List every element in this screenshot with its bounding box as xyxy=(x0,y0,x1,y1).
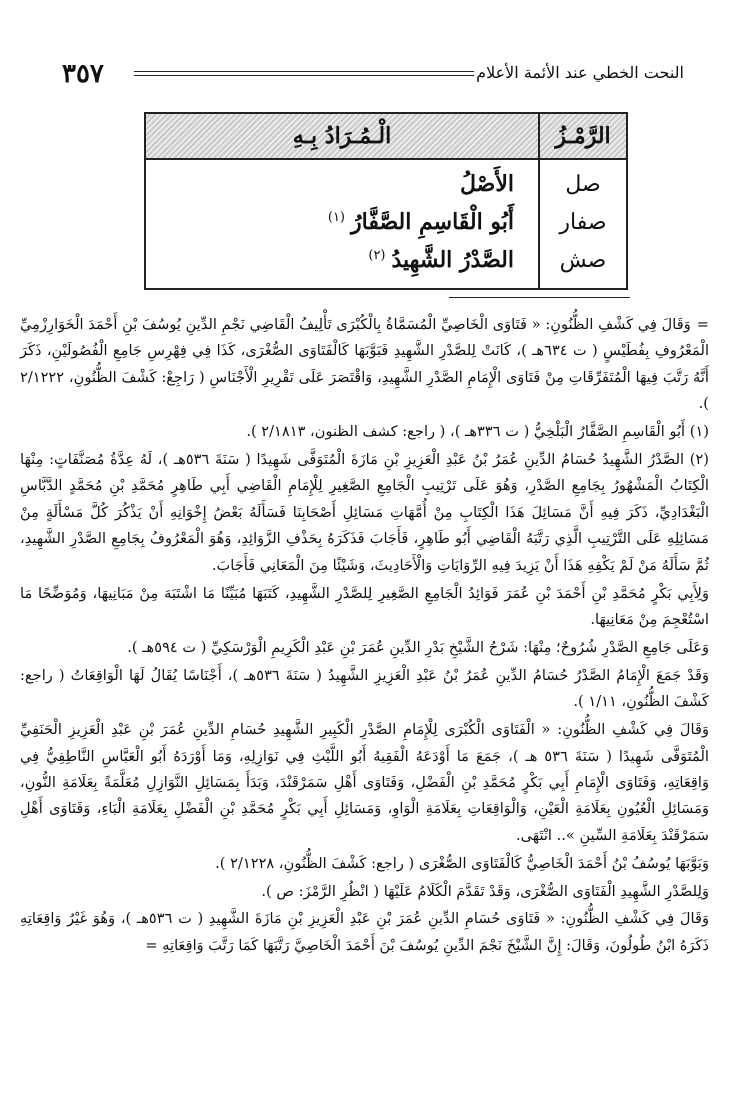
table-row xyxy=(145,159,627,203)
footnote-paragraph: وَعَلَى جَامِعِ الصَّدْرِ شُرُوحٌ؛ مِنْهَا: شَرْحُ الشَّيْخِ بَدْرِ الدِّينِ عُمَرَ بْنِ عَبْدِ الْكَرِيمِ الْوَرْسَكِيِّ ( ت ٥٩٤هـ ). xyxy=(127,638,709,656)
footnote-reference[interactable]: (٢) xyxy=(368,247,386,263)
table-row xyxy=(145,241,627,289)
continuation-end-mark: = xyxy=(145,936,158,954)
abbreviation-code: صش xyxy=(539,241,627,289)
footnote-paragraph: وَقَدْ جَمَعَ الْإِمَامُ الصَّدْرُ حُسَامُ الدِّينِ عُمَرُ بْنُ عَبْدِ الْعَزِيزِ الشَّهِيدُ ( سَنَةَ ٥٣٦هـ )، أَجْنَاسًا يُقَالُ لَهَا الْوَاقِعَاتُ ( راجع: كَشْفَ الظُّنُونِ، ١/١١ ). xyxy=(20,666,709,711)
header-rule xyxy=(134,71,474,72)
continuation-mark: = xyxy=(696,316,709,333)
footnote-paragraph: (١) أَبُو الْقَاسِمِ الصَّفَّارُ الْبَلْخِيُّ ( ت ٣٣٦هـ )، ( راجع: كشف الظنون، ٢/١٨١٣ ). xyxy=(246,423,709,441)
header-rule xyxy=(134,75,474,76)
abbreviation-code: صل xyxy=(539,159,627,203)
table-header-row xyxy=(145,113,627,159)
footnote-text: وَقَالَ فِي كَشْفِ الظُّنُونِ: « فَتَاوَى الْخَاصِيِّ الْمُسَمَّاةُ بِالْكُبْرَى تَأْلِيفُ الْقَاضِي نَجْمِ الدِّينِ يُوسُفَ بْنِ أَحْمَدَ الْخَوَارِزْمِيِّ الْمَعْرُوفِ بِفُطَيْسٍ ( ت ٦٣٤هـ )، كَانَتْ لِلصَّدْرِ الشَّهِيدِ فَبَوَّبَهَا كَالْفَتَاوَى الصُّغْرَى، كَذَا فِي فِهْرِسِ جَامِعِ الْفُصُولَيْنِ، ذَكَرَ أَنَّهُ رَتَّبَ فِيهَا الْمُتَفَرِّقَاتِ مِنْ فَتَاوَى الْإِمَامِ الصَّدْرِ الشَّهِيدِ، وَاقْتَصَرَ عَلَى تَقْرِيرِ الْأَجْنَاسِ ( رَاجِعْ: كَشْفَ الظُّنُونِ، ٢/١٢٢٢ ). xyxy=(20,316,709,413)
footnotes-section xyxy=(20,312,709,961)
footnote-paragraph: وَقَالَ فِي كَشْفِ الظُّنُونِ: « الْفَتَاوَى الْكُبْرَى لِلْإِمَامِ الصَّدْرِ الْكَبِيرِ الشَّهِيدِ حُسَامِ الدِّينِ عُمَرَ بْنِ عَبْدِ الْعَزِيزِ الْحَنَفِيِّ الْمُتَوَفَّى شَهِيدًا ( سَنَةَ ٥٣٦ هـ )، جَمَعَ مَا أَوْدَعَهُ الْفَقِيهُ أَبُو اللَّيْثِ فِي نَوَازِلِهِ، وَمَا أَوْرَدَهُ أَبُو الْعَبَّاسِ النَّاطِفِيُّ فِي وَاقِعَاتِهِ، وَفَتَاوَى الْإِمَامِ أَبِي بَكْرٍ مُحَمَّدِ بْنِ الْفَضْلِ، وَفَتَاوَى أَهْلِ سَمَرْقَنْدَ، وَبَدَأَ بِمَسَائِلِ النَّوَازِلِ مُعَلَّمَةً بِعَلَامَةِ النُّونِ، وَمَسَائِلِ الْعُيُونِ بِعَلَامَةِ الْعَيْنِ، وَالْوَاقِعَاتِ بِعَلَامَةِ الْوَاوِ، وَمَسَائِلِ أَبِي بَكْرٍ مُحَمَّدِ بْنِ الْفَضْلِ بِعَلَامَةِ الْبَاءِ، وَفَتَاوَى أَهْلِ سَمَرْقَنْدَ بِعَلَامَةِ السِّينِ ».. انْتَهَى. xyxy=(20,721,709,844)
running-title: النحت الخطي عند الأئمة الأعلام xyxy=(476,63,684,82)
footnote-paragraph xyxy=(20,906,709,959)
abbreviation-meaning xyxy=(145,241,539,289)
page-number: ٣٥٧ xyxy=(62,59,104,89)
footnote-text: وَقَالَ فِي كَشْفِ الظُّنُونِ: « فَتَاوَى حُسَامِ الدِّينِ عُمَرَ بْنِ عَبْدِ الْعَزِيزِ بْنِ مَازَةَ الشَّهِيدِ ( ت ٥٣٦هـ )، وَهُوَ غَيْرُ وَاقِعَاتِهِ ذَكَرَهُ ابْنُ طُولُونَ، وَقَالَ: إِنَّ الشَّيْخَ نَجْمَ الدِّينِ يُوسُفَ بْنَ أَحْمَدَ الْخَاصِيَّ رَتَّبَهَا كَمَا رَتَّبَ وَاقِعَاتِهِ xyxy=(20,910,709,954)
footnote-separator xyxy=(449,297,630,298)
footnote-paragraph: وَبَوَّبَهَا يُوسُفُ بْنُ أَحْمَدَ الْخَاصِيُّ كَالْفَتَاوَى الصُّغْرَى ( راجع: كَشْفَ الظُّنُونِ، ٢/١٢٢٨ ). xyxy=(215,854,709,872)
footnote-reference[interactable]: (١) xyxy=(327,209,345,225)
footnote-paragraph: (٢) الصَّدْرُ الشَّهِيدُ حُسَامُ الدِّينِ عُمَرُ بْنُ عَبْدِ الْعَزِيزِ بْنِ مَازَةَ الْمُتَوَفَّى شَهِيدًا ( سَنَةَ ٥٣٦هـ )، لَهُ عِدَّةُ مُصَنَّفَاتٍ: مِنْهَا الْكِتَابُ الْمَشْهُورُ بِجَامِعِ الصَّدْرِ، وَهُوَ عَلَى تَرْتِيبِ الْجَامِعِ الصَّغِيرِ لِلْإِمَامِ الْقَاضِي أَبِي طَاهِرٍ مُحَمَّدِ بْنِ مُحَمَّدٍ الدَّبَّاسِ الْبَغْدَادِيِّ، ذَكَرَ فِيهِ أَنَّ مَسَائِلَ هَذَا الْكِتَابِ مِنْ أُمَّهَاتِ مَسَائِلِ أَصْحَابِنَا فَسَأَلَهُ بَعْضُ إِخْوَانِهِ أَنْ يَذْكُرَ كُلَّ مَسْأَلَةٍ مِنْ مَسَائِلِهِ عَلَى التَّرْتِيبِ الَّذِي رَتَّبَهُ الْقَاضِي أَبُو طَاهِرٍ، فَأَجَابَ فَذَكَرَهُ بِحَذْفِ الزَّوَائِدِ، وَهُوَ الْمَعْرُوفُ بِجَامِعِ الصَّدْرِ الشَّهِيدِ، ثُمَّ سَأَلَهُ مَنْ لَمْ يَكْفِهِ هَذَا أَنْ يَزِيدَ فِيهِ الرِّوَايَاتِ وَالْأَحَادِيثَ، وَشَيْئًا مِنَ الْمَعَانِي فَأَجَابَ. xyxy=(20,451,709,574)
meaning-text: أَبُو الْقَاسِمِ الصَّفَّارُ xyxy=(351,209,514,235)
column-header-meaning: الْـمُـرَادُ بِـهِ xyxy=(145,113,539,159)
abbreviation-meaning xyxy=(145,159,539,203)
running-header xyxy=(62,55,684,93)
footnote-paragraph xyxy=(20,312,709,418)
abbreviation-meaning xyxy=(145,203,539,241)
table-row xyxy=(145,203,627,241)
meaning-text: الصَّدْرُ الشَّهِيدُ xyxy=(391,247,514,273)
abbreviation-code: صفار xyxy=(539,203,627,241)
footnote-paragraph: وَلِلصَّدْرِ الشَّهِيدِ الْفَتَاوَى الصُّغْرَى، وَقَدْ تَقَدَّمَ الْكَلَامُ عَلَيْهَا ( انْظُرِ الرَّمْزَ: ص ). xyxy=(261,882,709,900)
footnote-paragraph: وَلِأَبِي بَكْرٍ مُحَمَّدِ بْنِ أَحْمَدَ بْنِ عُمَرَ فَوَائِدُ الْجَامِعِ الصَّغِيرِ لِلصَّدْرِ الشَّهِيدِ، كَتَبَهَا مُبَيِّنًا مَا اشْتَبَهَ مِنْ مَبَانِيهَا، وَمُوَضِّحًا مَا اسْتُعْجِمَ مِنْ مَعَانِيهَا. xyxy=(20,584,709,628)
abbreviations-table xyxy=(144,112,628,290)
meaning-text: الأَصْلُ xyxy=(459,171,514,197)
column-header-code: الرَّمْـزُ xyxy=(539,113,627,159)
